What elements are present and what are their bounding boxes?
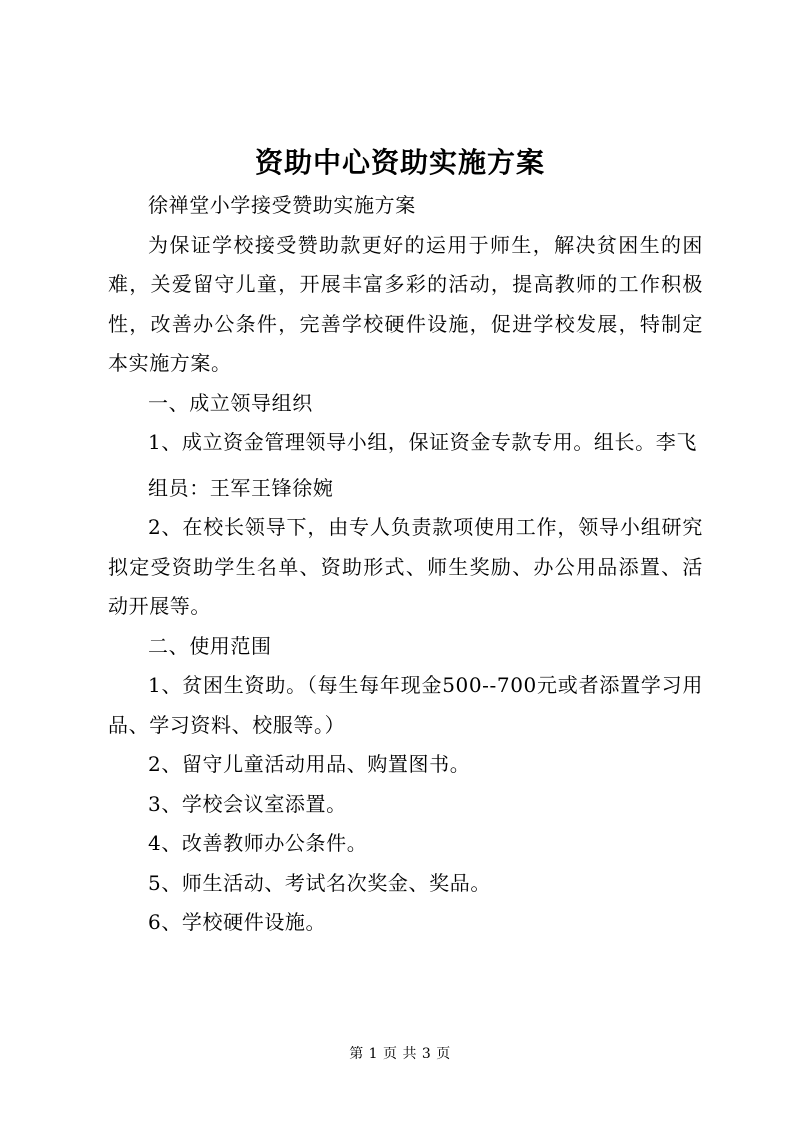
paragraph-group-members: 组员：王军王锋徐婉 xyxy=(148,475,334,500)
paragraph-usage-6: 6、学校硬件设施。 xyxy=(148,910,327,934)
paragraph-usage-1: 1、贫困生资助。（每生每年现金500--700元或者添置学习用品、学习资料、校服等。） xyxy=(108,673,703,737)
page-footer: 第 1 页 共 3 页 xyxy=(349,1046,451,1062)
paragraph-leader-group: 1、成立资金管理领导小组，保证资金专款专用。组长。李飞 xyxy=(148,430,697,454)
paragraph-usage-3: 3、学校会议室添置。 xyxy=(148,791,347,816)
section-heading-usage-scope: 二、使用范围 xyxy=(148,633,272,658)
paragraph-usage-4: 4、改善教师办公条件。 xyxy=(148,831,368,855)
paragraph-school-plan-heading: 徐禅堂小学接受赞助实施方案 xyxy=(148,193,416,217)
paragraph-purpose: 为保证学校接受赞助款更好的运用于师生，解决贫困生的困难，关爱留守儿童，开展丰富多彩的活动，提高教师的工作积极性，改善办公条件，完善学校硬件设施，促进学校发展，特制定本实施方案。 xyxy=(108,232,703,375)
paragraph-usage-2: 2、留守儿童活动用品、购置图书。 xyxy=(148,752,471,776)
paragraph-usage-5: 5、师生活动、考试名次奖金、奖品。 xyxy=(148,870,491,895)
document-body xyxy=(108,186,703,943)
paragraph-principal-duties: 2、在校长领导下，由专人负责款项使用工作，领导小组研究拟定受资助学生名单、资助形式、师生奖励、办公用品添置、活动开展等。 xyxy=(108,515,703,618)
document-title: 资助中心资助实施方案 xyxy=(254,146,545,179)
section-heading-leadership: 一、成立领导组织 xyxy=(148,390,313,415)
